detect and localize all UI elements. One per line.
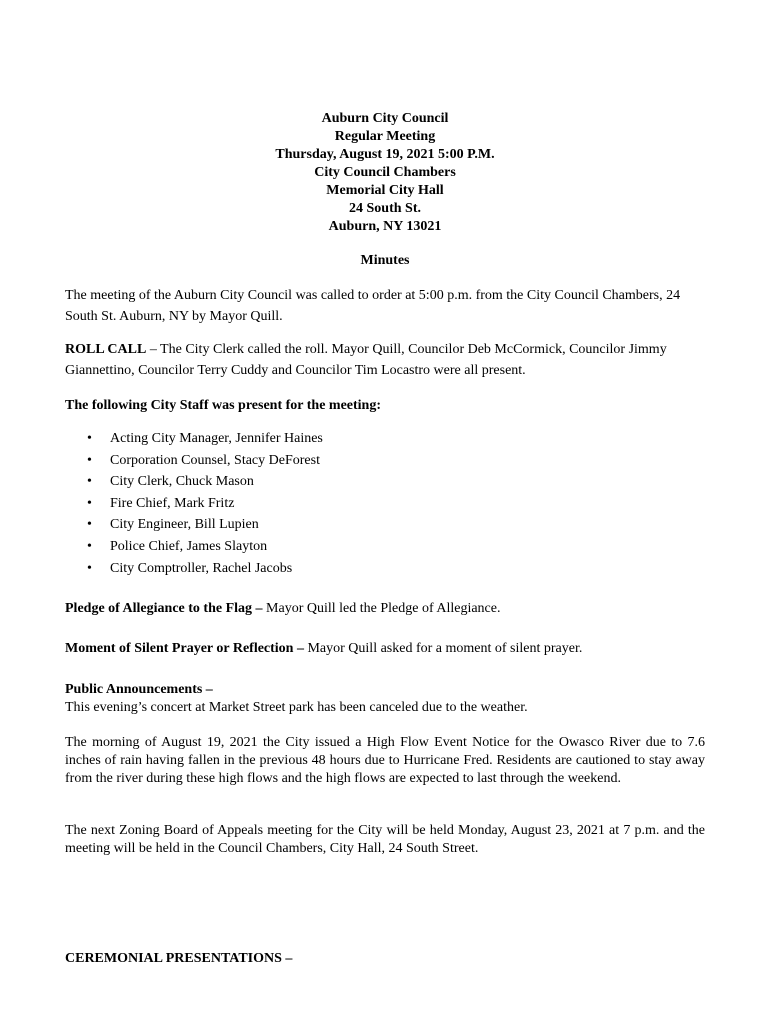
prayer-label: Moment of Silent Prayer or Reflection – [65, 641, 304, 656]
bullet-icon: • [87, 474, 92, 490]
bullet-icon: • [87, 538, 92, 554]
announcement-high-flow: The morning of August 19, 2021 the City issued a High Flow Event Notice for the Owasco River due to 7.6 inches of rain having fallen in the previous 48 hours due to Hurricane Fred. Residents are cautioned to stay away from the river during these high flows and the high flows are expected to last through the weekend. [65, 735, 705, 786]
announcement-zoning-board: The next Zoning Board of Appeals meeting for the City will be held Monday, August 23, 2021 at 7 p.m. and the meeting will be held in the Council Chambers, City Hall, 24 South Street. [65, 823, 705, 856]
staff-list [65, 428, 323, 579]
header-location-room: City Council Chambers [314, 165, 456, 180]
meeting-header [0, 110, 770, 236]
bullet-icon: • [87, 517, 92, 533]
header-meeting-date: Thursday, August 19, 2021 5:00 P.M. [275, 147, 495, 162]
list-item: • Acting City Manager, Jennifer Haines [65, 428, 323, 450]
list-item: • City Comptroller, Rachel Jacobs [65, 558, 323, 580]
roll-call-paragraph [65, 339, 705, 381]
header-city-state-zip: Auburn, NY 13021 [328, 219, 442, 234]
pledge-paragraph [65, 598, 705, 619]
header-meeting-type: Regular Meeting [334, 129, 436, 144]
bullet-icon: • [87, 560, 92, 576]
prayer-paragraph [65, 638, 705, 659]
minutes-title: Minutes [360, 253, 410, 268]
announcements-heading: Public Announcements – [65, 682, 213, 697]
header-council-name: Auburn City Council [321, 111, 449, 126]
staff-heading: The following City Staff was present for the meeting: [65, 398, 382, 413]
bullet-icon: • [87, 452, 92, 468]
ceremonial-heading: CEREMONIAL PRESENTATIONS – [65, 951, 293, 966]
bullet-icon: • [87, 495, 92, 511]
header-street: 24 South St. [349, 201, 421, 216]
pledge-label: Pledge of Allegiance to the Flag – [65, 601, 263, 616]
announcement-concert: This evening’s concert at Market Street park has been canceled due to the weather. [65, 700, 528, 715]
pledge-text: Mayor Quill led the Pledge of Allegiance. [262, 601, 501, 616]
header-location-building: Memorial City Hall [326, 183, 444, 198]
list-item: • Police Chief, James Slayton [65, 536, 323, 558]
list-item: • City Engineer, Bill Lupien [65, 514, 323, 536]
roll-call-text: – The City Clerk called the roll. Mayor Quill, Councilor Deb McCormick, Councilor Jimmy Giannettino, Councilor Terry Cuddy and Councilor Tim Locastro were all present. [65, 342, 667, 378]
prayer-text: Mayor Quill asked for a moment of silent prayer. [303, 641, 583, 656]
roll-call-label: ROLL CALL [65, 342, 147, 357]
intro-paragraph: The meeting of the Auburn City Council was called to order at 5:00 p.m. from the City Council Chambers, 24 South St. Auburn, NY by Mayor Quill. [65, 288, 681, 324]
bullet-icon: • [87, 431, 92, 446]
list-item: • Fire Chief, Mark Fritz [65, 493, 323, 515]
list-item: • Corporation Counsel, Stacy DeForest [65, 450, 323, 472]
list-item: • City Clerk, Chuck Mason [65, 471, 323, 493]
